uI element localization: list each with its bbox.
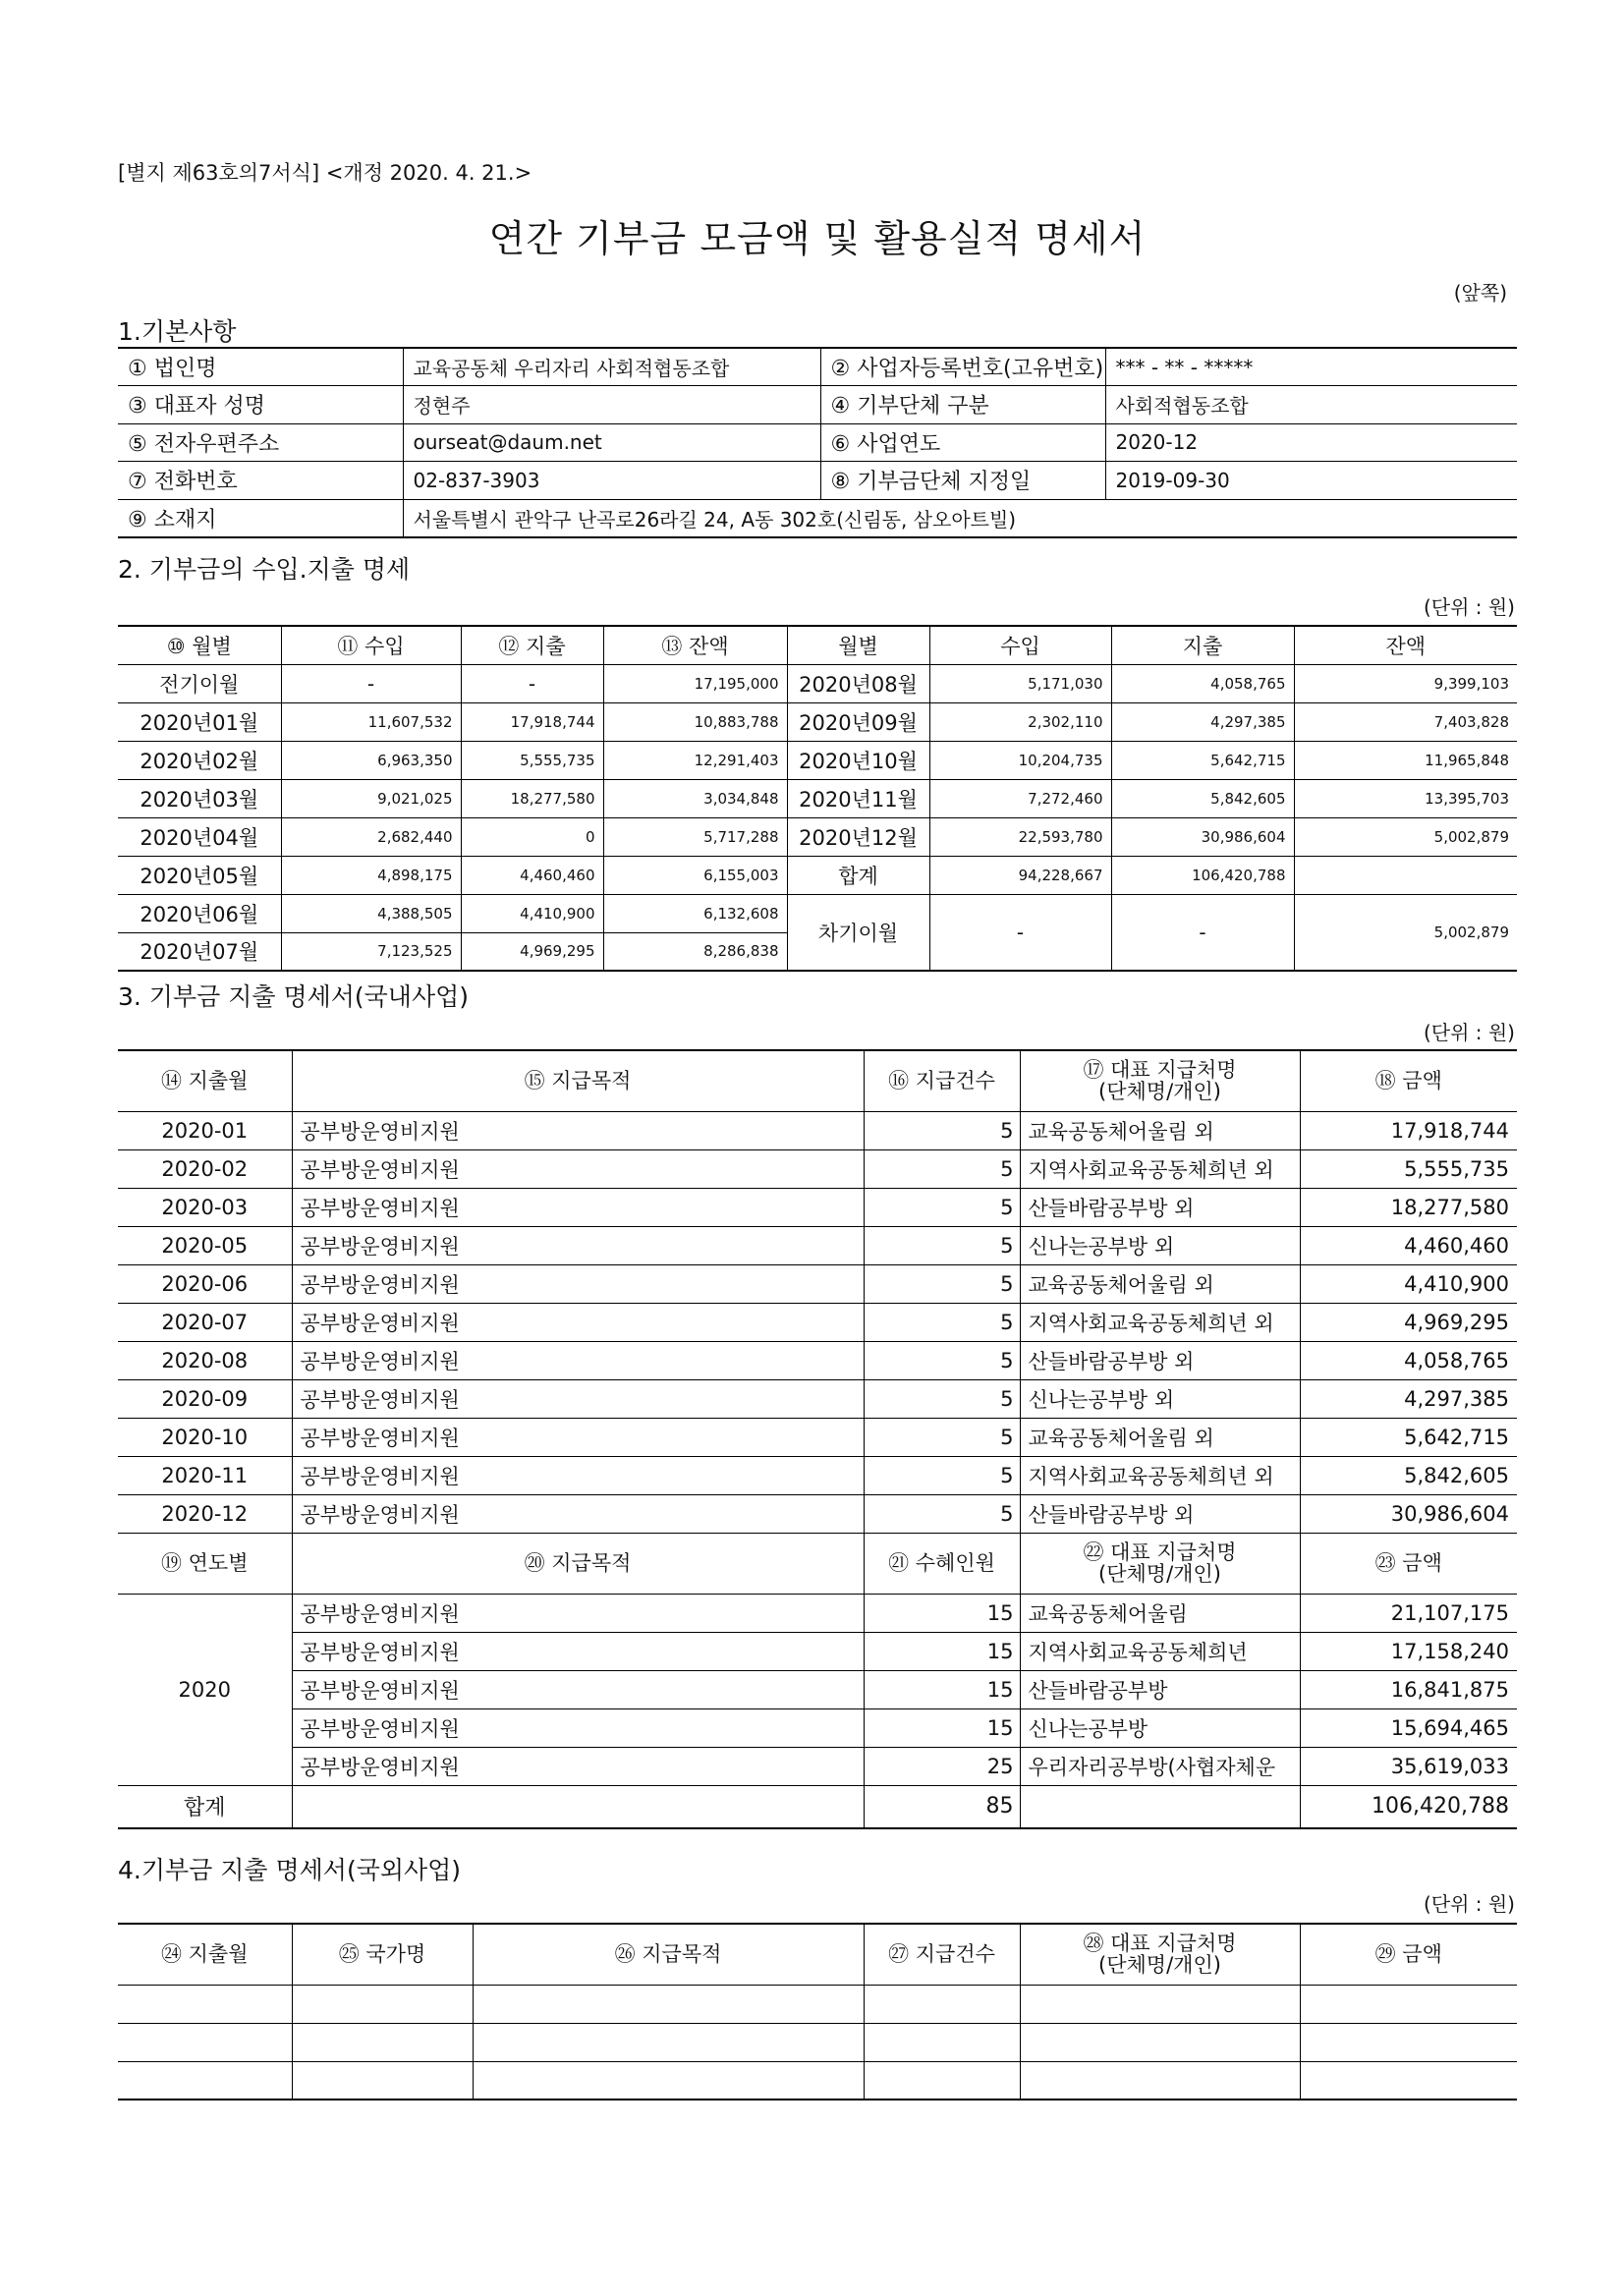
domestic-unit: (단위 : 원): [1423, 1021, 1515, 1044]
domestic-expense-table: [118, 1049, 1517, 1829]
month-cell: 전기이월: [118, 664, 281, 702]
table-row: [118, 1632, 1517, 1670]
payee-cell: 산들바람공부방 외: [1020, 1494, 1300, 1533]
field-label: ⑧ 기부금단체 지정일: [820, 462, 1105, 500]
field-value: 2020-12: [1105, 423, 1517, 462]
purpose-cell: 공부방운영비지원: [292, 1303, 864, 1341]
income-cell: 5,171,030: [929, 664, 1111, 702]
section-domestic-title: 3. 기부금 지출 명세서(국내사업): [118, 982, 470, 1011]
payee-cell: 신나는공부방 외: [1020, 1226, 1300, 1264]
income-cell: 2,302,110: [929, 702, 1111, 741]
header-purpose: ㉖ 지급목적: [473, 1924, 864, 1985]
month-cell: 합계: [787, 856, 929, 894]
payee-cell: 우리자리공부방(사협자체운: [1020, 1747, 1300, 1785]
header-payee-line2: (단체명/개인): [1098, 1953, 1221, 1978]
basic-info-row: [118, 462, 1517, 500]
expense-cell: 4,969,295: [461, 932, 603, 971]
field-value: ourseat@daum.net: [403, 423, 820, 462]
payee-cell: 지역사회교육공동체희년 외: [1020, 1149, 1300, 1188]
table-row: [118, 856, 1517, 894]
month-cell: 2020-11: [118, 1456, 292, 1494]
overseas-expense-table: [118, 1923, 1517, 2100]
column-header: 지출: [1111, 626, 1294, 664]
table-row: [118, 1985, 1517, 2023]
month-cell: 2020년07월: [118, 932, 281, 971]
income-cell: 6,963,350: [281, 741, 461, 779]
column-header: ⑬ 잔액: [603, 626, 787, 664]
payee-cell: 교육공동체어울림 외: [1020, 1264, 1300, 1303]
address-value: 서울특별시 관악구 난곡로26라길 24, A동 302호(신림동, 삼오아트빌): [403, 499, 1517, 537]
month-cell: 2020년08월: [787, 664, 929, 702]
balance-cell: 5,002,879: [1294, 817, 1517, 856]
column-header: 잔액: [1294, 626, 1517, 664]
month-cell: 2020-12: [118, 1494, 292, 1533]
table-row: [118, 1670, 1517, 1708]
header-payee: [1020, 1050, 1300, 1111]
table-row: [118, 1747, 1517, 1785]
form-number: [별지 제63호의7서식] <개정 2020. 4. 21.>: [118, 161, 532, 185]
month-cell: 2020-05: [118, 1226, 292, 1264]
amount-cell: 4,969,295: [1300, 1303, 1517, 1341]
table-row: [118, 1303, 1517, 1341]
purpose-cell: 공부방운영비지원: [292, 1747, 864, 1785]
payee-cell: 산들바람공부방: [1020, 1670, 1300, 1708]
beneficiaries-cell: 15: [864, 1594, 1020, 1632]
header-month: ㉔ 지출월: [118, 1924, 292, 1985]
purpose-cell: 공부방운영비지원: [292, 1632, 864, 1670]
amount-cell: 18,277,580: [1300, 1188, 1517, 1226]
total-payee-empty: [1020, 1785, 1300, 1828]
header-payee-line1: ⑰ 대표 지급처명: [1083, 1058, 1237, 1083]
payee-cell: 신나는공부방 외: [1020, 1379, 1300, 1418]
purpose-cell: 공부방운영비지원: [292, 1594, 864, 1632]
column-header: ⑩ 월별: [118, 626, 281, 664]
month-cell: 2020년06월: [118, 894, 281, 932]
basic-info-row: [118, 386, 1517, 424]
header-payee-line1: ㉘ 대표 지급처명: [1083, 1932, 1237, 1956]
balance-cell: 6,155,003: [603, 856, 787, 894]
amount-cell: 21,107,175: [1300, 1594, 1517, 1632]
expense-cell: 18,277,580: [461, 779, 603, 817]
payee-cell: 교육공동체어울림 외: [1020, 1111, 1300, 1149]
address-row: [118, 499, 1517, 537]
balance-cell: 10,883,788: [603, 702, 787, 741]
field-value: 정현주: [403, 386, 820, 424]
count-cell: 5: [864, 1341, 1020, 1379]
header-amount: ⑱ 금액: [1300, 1050, 1517, 1111]
basic-info-table: [118, 347, 1517, 538]
carry-expense: -: [1111, 894, 1294, 971]
field-label: ⑨ 소재지: [118, 499, 403, 537]
expense-cell: 4,410,900: [461, 894, 603, 932]
total-row: [118, 1785, 1517, 1828]
month-cell: 2020-08: [118, 1341, 292, 1379]
expense-cell: 5,842,605: [1111, 779, 1294, 817]
total-count: 85: [864, 1785, 1020, 1828]
purpose-cell: 공부방운영비지원: [292, 1149, 864, 1188]
beneficiaries-cell: 15: [864, 1670, 1020, 1708]
field-label: ⑥ 사업연도: [820, 423, 1105, 462]
month-cell: 2020-06: [118, 1264, 292, 1303]
income-cell: 10,204,735: [929, 741, 1111, 779]
amount-cell: 35,619,033: [1300, 1747, 1517, 1785]
section-basic-title: 1.기본사항: [118, 317, 237, 346]
amount-cell: 5,555,735: [1300, 1149, 1517, 1188]
count-cell: 5: [864, 1226, 1020, 1264]
header-country: ㉕ 국가명: [292, 1924, 473, 1985]
header-year: ⑲ 연도별: [118, 1533, 292, 1594]
month-cell: 2020-01: [118, 1111, 292, 1149]
header-payee: [1020, 1924, 1300, 1985]
table-row: [118, 1149, 1517, 1188]
header-month: ⑭ 지출월: [118, 1050, 292, 1111]
table-row: [118, 1494, 1517, 1533]
carry-forward-label: 차기이월: [787, 894, 929, 971]
table-row: [118, 1456, 1517, 1494]
table-row: [118, 1418, 1517, 1456]
month-cell: 2020-09: [118, 1379, 292, 1418]
payee-cell: 지역사회교육공동체희년 외: [1020, 1303, 1300, 1341]
table-row: [118, 1594, 1517, 1632]
count-cell: 5: [864, 1456, 1020, 1494]
income-cell: -: [281, 664, 461, 702]
header-count: ㉗ 지급건수: [864, 1924, 1020, 1985]
income-cell: 7,272,460: [929, 779, 1111, 817]
table-row: [118, 779, 1517, 817]
payee-cell: 산들바람공부방 외: [1020, 1341, 1300, 1379]
section-income-title: 2. 기부금의 수입.지출 명세: [118, 555, 411, 584]
income-cell: 9,021,025: [281, 779, 461, 817]
table-row: [118, 817, 1517, 856]
field-label: ③ 대표자 성명: [118, 386, 403, 424]
purpose-cell: 공부방운영비지원: [292, 1494, 864, 1533]
field-label: ① 법인명: [118, 348, 403, 386]
table-row: [118, 1341, 1517, 1379]
income-expense-table: [118, 625, 1517, 972]
income-cell: 7,123,525: [281, 932, 461, 971]
purpose-cell: 공부방운영비지원: [292, 1670, 864, 1708]
domestic-header-row: [118, 1050, 1517, 1111]
total-amount: 106,420,788: [1300, 1785, 1517, 1828]
field-value: *** - ** - *****: [1105, 348, 1517, 386]
basic-info-row: [118, 423, 1517, 462]
expense-cell: 4,460,460: [461, 856, 603, 894]
expense-cell: 5,555,735: [461, 741, 603, 779]
field-label: ④ 기부단체 구분: [820, 386, 1105, 424]
amount-cell: 4,058,765: [1300, 1341, 1517, 1379]
amount-cell: 4,460,460: [1300, 1226, 1517, 1264]
header-beneficiaries: ㉑ 수혜인원: [864, 1533, 1020, 1594]
table-row: [118, 1379, 1517, 1418]
purpose-cell: 공부방운영비지원: [292, 1111, 864, 1149]
purpose-cell: 공부방운영비지원: [292, 1379, 864, 1418]
count-cell: 5: [864, 1111, 1020, 1149]
overseas-unit: (단위 : 원): [1423, 1892, 1515, 1916]
header-purpose: ⑮ 지급목적: [292, 1050, 864, 1111]
table-row: [118, 664, 1517, 702]
header-count: ⑯ 지급건수: [864, 1050, 1020, 1111]
table-row: [118, 1708, 1517, 1747]
count-cell: 5: [864, 1149, 1020, 1188]
field-value: 2019-09-30: [1105, 462, 1517, 500]
amount-cell: 30,986,604: [1300, 1494, 1517, 1533]
month-cell: 2020년05월: [118, 856, 281, 894]
income-cell: 2,682,440: [281, 817, 461, 856]
month-cell: 2020-02: [118, 1149, 292, 1188]
month-cell: 2020-07: [118, 1303, 292, 1341]
total-purpose-empty: [292, 1785, 864, 1828]
purpose-cell: 공부방운영비지원: [292, 1418, 864, 1456]
balance-cell: 17,195,000: [603, 664, 787, 702]
purpose-cell: 공부방운영비지원: [292, 1264, 864, 1303]
column-header: ⑪ 수입: [281, 626, 461, 664]
balance-cell: 13,395,703: [1294, 779, 1517, 817]
balance-cell: 5,717,288: [603, 817, 787, 856]
expense-cell: 4,058,765: [1111, 664, 1294, 702]
amount-cell: 4,410,900: [1300, 1264, 1517, 1303]
income-unit: (단위 : 원): [1423, 595, 1515, 619]
column-header: 수입: [929, 626, 1111, 664]
page-side-label: (앞쪽): [1453, 281, 1507, 305]
expense-cell: 106,420,788: [1111, 856, 1294, 894]
header-payee-line2: (단체명/개인): [1098, 1080, 1221, 1104]
purpose-cell: 공부방운영비지원: [292, 1188, 864, 1226]
count-cell: 5: [864, 1494, 1020, 1533]
payee-cell: 신나는공부방: [1020, 1708, 1300, 1747]
field-value: 02-837-3903: [403, 462, 820, 500]
expense-cell: 4,297,385: [1111, 702, 1294, 741]
column-header: 월별: [787, 626, 929, 664]
carry-income: -: [929, 894, 1111, 971]
table-row: [118, 1111, 1517, 1149]
table-row: [118, 702, 1517, 741]
income-cell: 4,898,175: [281, 856, 461, 894]
payee-cell: 지역사회교육공동체희년 외: [1020, 1456, 1300, 1494]
balance-cell: [1294, 856, 1517, 894]
table-row: [118, 894, 1517, 932]
year-cell: 2020: [118, 1594, 292, 1785]
expense-cell: 30,986,604: [1111, 817, 1294, 856]
balance-cell: 6,132,608: [603, 894, 787, 932]
balance-cell: 8,286,838: [603, 932, 787, 971]
field-label: ② 사업자등록번호(고유번호): [820, 348, 1105, 386]
expense-cell: 17,918,744: [461, 702, 603, 741]
field-label: ⑦ 전화번호: [118, 462, 403, 500]
balance-cell: 12,291,403: [603, 741, 787, 779]
month-cell: 2020년12월: [787, 817, 929, 856]
month-cell: 2020년01월: [118, 702, 281, 741]
count-cell: 5: [864, 1303, 1020, 1341]
balance-cell: 11,965,848: [1294, 741, 1517, 779]
expense-cell: 5,642,715: [1111, 741, 1294, 779]
field-label: ⑤ 전자우편주소: [118, 423, 403, 462]
amount-cell: 5,642,715: [1300, 1418, 1517, 1456]
header-amount: ㉓ 금액: [1300, 1533, 1517, 1594]
balance-cell: 3,034,848: [603, 779, 787, 817]
month-cell: 2020년10월: [787, 741, 929, 779]
amount-cell: 17,158,240: [1300, 1632, 1517, 1670]
expense-cell: 0: [461, 817, 603, 856]
table-row: [118, 1188, 1517, 1226]
purpose-cell: 공부방운영비지원: [292, 1708, 864, 1747]
month-cell: 2020년03월: [118, 779, 281, 817]
month-cell: 2020-10: [118, 1418, 292, 1456]
payee-cell: 산들바람공부방 외: [1020, 1188, 1300, 1226]
payee-cell: 교육공동체어울림 외: [1020, 1418, 1300, 1456]
amount-cell: 17,918,744: [1300, 1111, 1517, 1149]
purpose-cell: 공부방운영비지원: [292, 1341, 864, 1379]
beneficiaries-cell: 15: [864, 1632, 1020, 1670]
month-cell: 2020년04월: [118, 817, 281, 856]
header-payee: [1020, 1533, 1300, 1594]
month-cell: 2020년11월: [787, 779, 929, 817]
income-cell: 94,228,667: [929, 856, 1111, 894]
beneficiaries-cell: 25: [864, 1747, 1020, 1785]
count-cell: 5: [864, 1379, 1020, 1418]
field-value: 사회적협동조합: [1105, 386, 1517, 424]
income-cell: 11,607,532: [281, 702, 461, 741]
header-amount: ㉙ 금액: [1300, 1924, 1517, 1985]
income-cell: 4,388,505: [281, 894, 461, 932]
document-title: 연간 기부금 모금액 및 활용실적 명세서: [488, 217, 1147, 260]
month-cell: 2020년09월: [787, 702, 929, 741]
total-label: 합계: [118, 1785, 292, 1828]
column-header: ⑫ 지출: [461, 626, 603, 664]
table-row: [118, 2061, 1517, 2100]
table-row: [118, 2023, 1517, 2061]
month-cell: 2020년02월: [118, 741, 281, 779]
header-purpose: ⑳ 지급목적: [292, 1533, 864, 1594]
month-cell: 2020-03: [118, 1188, 292, 1226]
amount-cell: 4,297,385: [1300, 1379, 1517, 1418]
overseas-header-row: [118, 1924, 1517, 1985]
table-row: [118, 1264, 1517, 1303]
purpose-cell: 공부방운영비지원: [292, 1226, 864, 1264]
count-cell: 5: [864, 1264, 1020, 1303]
amount-cell: 5,842,605: [1300, 1456, 1517, 1494]
balance-cell: 7,403,828: [1294, 702, 1517, 741]
field-value: 교육공동체 우리자리 사회적협동조합: [403, 348, 820, 386]
carry-balance: 5,002,879: [1294, 894, 1517, 971]
table-row: [118, 1226, 1517, 1264]
purpose-cell: 공부방운영비지원: [292, 1456, 864, 1494]
yearly-header-row: [118, 1533, 1517, 1594]
balance-cell: 9,399,103: [1294, 664, 1517, 702]
header-payee-line2: (단체명/개인): [1098, 1562, 1221, 1586]
table-row: [118, 741, 1517, 779]
beneficiaries-cell: 15: [864, 1708, 1020, 1747]
payee-cell: 교육공동체어울림: [1020, 1594, 1300, 1632]
expense-cell: -: [461, 664, 603, 702]
amount-cell: 16,841,875: [1300, 1670, 1517, 1708]
count-cell: 5: [864, 1188, 1020, 1226]
payee-cell: 지역사회교육공동체희년: [1020, 1632, 1300, 1670]
amount-cell: 15,694,465: [1300, 1708, 1517, 1747]
section-overseas-title: 4.기부금 지출 명세서(국외사업): [118, 1856, 462, 1884]
header-payee-line1: ㉒ 대표 지급처명: [1083, 1540, 1237, 1564]
basic-info-row: [118, 348, 1517, 386]
income-cell: 22,593,780: [929, 817, 1111, 856]
count-cell: 5: [864, 1418, 1020, 1456]
